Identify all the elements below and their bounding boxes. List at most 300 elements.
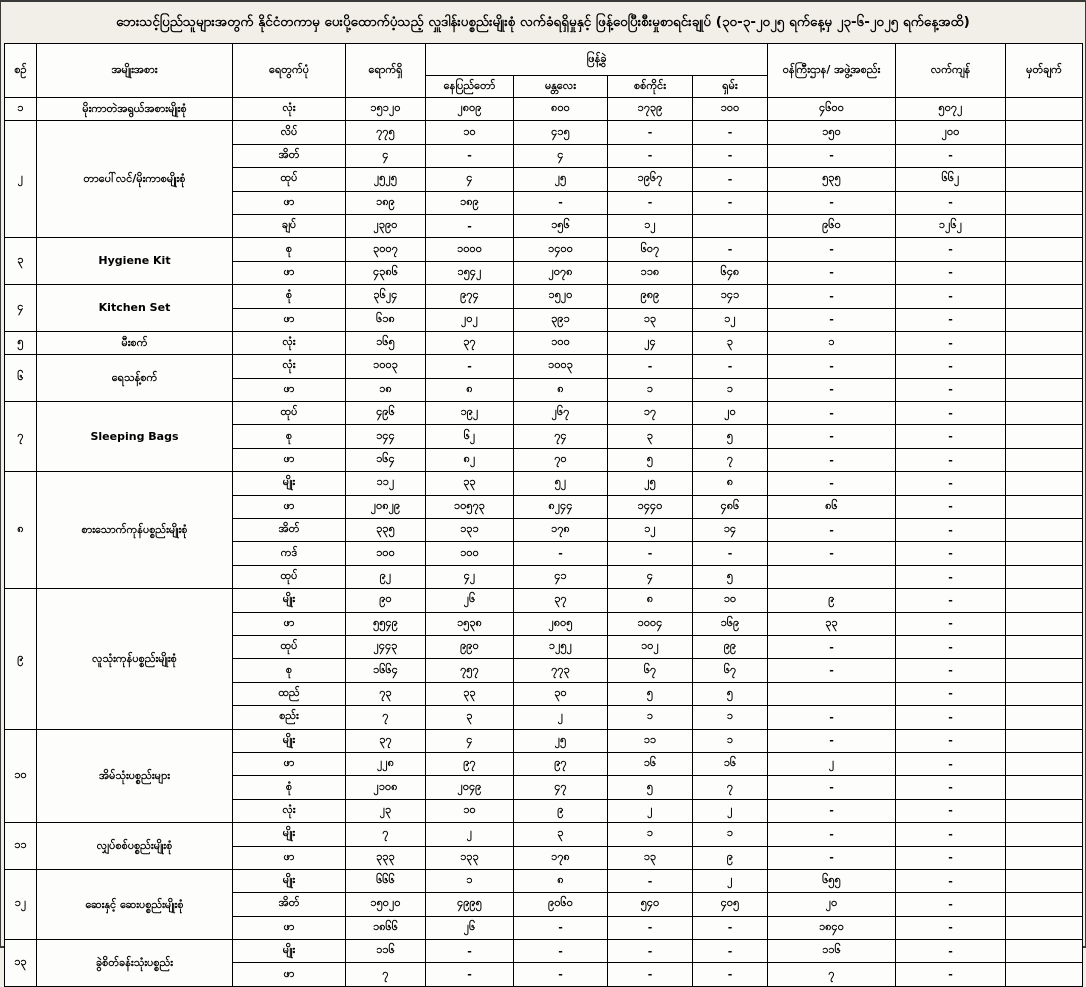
cell-arrived: ၄၃၈၆ (346, 261, 426, 284)
cell-balance: - (896, 495, 1006, 518)
cell-naypyitaw: ၉၉၀ (426, 635, 514, 658)
cell-balance: - (896, 752, 1006, 775)
cell-naypyitaw: ၉၇၄ (426, 285, 514, 308)
cell-ministry: - (768, 355, 896, 378)
cell-mandalay: ၈ (514, 378, 608, 401)
row-serial: ၈ (5, 472, 37, 589)
cell-shan: ၈ (693, 472, 768, 495)
cell-balance: - (896, 191, 1006, 214)
cell-remark (1006, 846, 1083, 869)
cell-shan: ၁၄ (693, 519, 768, 542)
cell-mandalay: ၃၇ (514, 589, 608, 612)
cell-ministry: ၆၅၅ (768, 869, 896, 892)
cell-remark (1006, 331, 1083, 354)
cell-shan: ၅ (693, 565, 768, 588)
row-serial: ၉ (5, 589, 37, 729)
cell-naypyitaw: ၁၃၃ (426, 846, 514, 869)
cell-arrived: ၁၈ (346, 378, 426, 401)
row-serial: ၄ (5, 285, 37, 332)
cell-sagaing: ၁၂ (608, 214, 693, 237)
cell-unit: ဖာ (233, 261, 346, 284)
table-row (5, 472, 1083, 495)
cell-unit: ထည် (233, 682, 346, 705)
cell-sagaing: ၉၈၉ (608, 285, 693, 308)
cell-shan: ၅ (693, 425, 768, 448)
header-region-mandalay: မန္တလေး (514, 76, 608, 98)
cell-balance: - (896, 308, 1006, 331)
cell-unit: ချပ် (233, 214, 346, 237)
cell-arrived: ၉၀ (346, 589, 426, 612)
cell-shan: ၁၆၉ (693, 612, 768, 635)
row-serial: ၆ (5, 355, 37, 402)
cell-ministry: - (768, 799, 896, 822)
cell-sagaing: ၁၀၂ (608, 635, 693, 658)
cell-shan: - (693, 121, 768, 144)
cell-arrived: ၄၉၆ (346, 402, 426, 425)
cell-ministry: - (768, 659, 896, 682)
cell-naypyitaw: ၄ (426, 168, 514, 191)
cell-balance: - (896, 893, 1006, 916)
cell-arrived: ၁၆၆၄ (346, 659, 426, 682)
cell-balance: ၁၂၆၂ (896, 214, 1006, 237)
cell-sagaing: ၁၆ (608, 752, 693, 775)
row-category: အိမ်သုံးပစ္စည်းများ (37, 729, 233, 823)
cell-sagaing: ၂၅ (608, 472, 693, 495)
cell-shan: ၁ (693, 823, 768, 846)
cell-arrived: ၇၃ (346, 682, 426, 705)
cell-naypyitaw: ၂၆ (426, 589, 514, 612)
row-category: တာပေါ်လင်/မိုးကာစမျိုးစုံ (37, 121, 233, 238)
cell-mandalay: ၇၇၃ (514, 659, 608, 682)
cell-unit: ထုပ် (233, 402, 346, 425)
cell-arrived: ၃၃၅ (346, 519, 426, 542)
cell-ministry: ၂ (768, 752, 896, 775)
cell-sagaing: - (608, 963, 693, 986)
cell-unit: ဖာ (233, 308, 346, 331)
title-bar (4, 2, 1082, 43)
row-category: ခွဲစိတ်ခန်းသုံးပစ္စည်း (37, 940, 233, 987)
cell-remark (1006, 378, 1083, 401)
cell-unit: စည်း (233, 706, 346, 729)
cell-balance: ၂၀၀ (896, 121, 1006, 144)
row-category: စားသောက်ကုန်ပစ္စည်းမျိုးစုံ (37, 472, 233, 589)
cell-remark (1006, 752, 1083, 775)
cell-unit: လုံး (233, 799, 346, 822)
cell-mandalay: ၂၆၇ (514, 402, 608, 425)
cell-naypyitaw: ၁၃၁ (426, 519, 514, 542)
cell-arrived: ၁၀၀ (346, 542, 426, 565)
cell-sagaing: ၁၉၆၇ (608, 168, 693, 191)
cell-ministry: - (768, 472, 896, 495)
header-unit: ရေတွက်ပုံ (233, 44, 346, 98)
cell-balance: - (896, 776, 1006, 799)
cell-balance: - (896, 448, 1006, 471)
cell-unit: မျိုး (233, 940, 346, 963)
cell-balance: - (896, 659, 1006, 682)
cell-sagaing: - (608, 869, 693, 892)
cell-arrived: ၁၆၅ (346, 331, 426, 354)
cell-mandalay: ၂၈၀၅ (514, 612, 608, 635)
cell-arrived: ၁၁၂ (346, 472, 426, 495)
cell-balance: - (896, 706, 1006, 729)
cell-mandalay: - (514, 191, 608, 214)
cell-mandalay: - (514, 916, 608, 939)
table-row (5, 402, 1083, 425)
cell-mandalay: ၈၀၀ (514, 98, 608, 121)
cell-remark (1006, 425, 1083, 448)
cell-remark (1006, 168, 1083, 191)
cell-mandalay: ၂၅ (514, 168, 608, 191)
cell-remark (1006, 916, 1083, 939)
cell-shan: - (693, 542, 768, 565)
cell-unit: ထုပ် (233, 168, 346, 191)
table-row (5, 98, 1083, 121)
cell-shan: ၃ (693, 331, 768, 354)
cell-mandalay: ၁၀၀၃ (514, 355, 608, 378)
cell-mandalay: ၂၀၇၈ (514, 261, 608, 284)
header-distributed: ဖြန့်ခွဲ (426, 44, 768, 76)
cell-remark (1006, 472, 1083, 495)
cell-remark (1006, 589, 1083, 612)
cell-arrived: ၉၂ (346, 565, 426, 588)
cell-ministry: ၁၈၄၀ (768, 916, 896, 939)
cell-sagaing: ၅ (608, 682, 693, 705)
row-category: လူသုံးကုန်ပစ္စည်းမျိုးစုံ (37, 589, 233, 729)
cell-arrived: ၇ (346, 706, 426, 729)
cell-balance: - (896, 635, 1006, 658)
table-row (5, 121, 1083, 144)
cell-naypyitaw: ၃ (426, 706, 514, 729)
cell-ministry (768, 565, 896, 588)
cell-arrived: ၃၆၂၄ (346, 285, 426, 308)
cell-ministry: ၁၅၀ (768, 121, 896, 144)
cell-sagaing: ၁ (608, 706, 693, 729)
cell-sagaing: ၁၇၃၉ (608, 98, 693, 121)
row-serial: ၁၂ (5, 869, 37, 939)
cell-sagaing: ၁၁၈ (608, 261, 693, 284)
cell-unit: မျိုး (233, 729, 346, 752)
cell-sagaing: ၁ (608, 823, 693, 846)
cell-shan: ၂ (693, 869, 768, 892)
cell-remark (1006, 542, 1083, 565)
cell-naypyitaw: ၁၀ (426, 799, 514, 822)
cell-ministry: - (768, 706, 896, 729)
cell-unit: စု (233, 659, 346, 682)
cell-arrived: ၁၆၄ (346, 448, 426, 471)
cell-balance: - (896, 331, 1006, 354)
cell-ministry: ၃၃ (768, 612, 896, 635)
cell-shan: ၄၈၆ (693, 495, 768, 518)
cell-unit: လုံး (233, 355, 346, 378)
cell-mandalay: ၇၄ (514, 425, 608, 448)
cell-shan: ၉၉ (693, 635, 768, 658)
cell-remark (1006, 238, 1083, 261)
cell-mandalay: ၁၄၀၀ (514, 238, 608, 261)
table-row (5, 729, 1083, 752)
cell-ministry: ၁၁၆ (768, 940, 896, 963)
cell-sagaing: ၁၀၀၄ (608, 612, 693, 635)
table-row (5, 589, 1083, 612)
cell-mandalay: ၉ (514, 799, 608, 822)
cell-sagaing: - (608, 191, 693, 214)
cell-mandalay: ၃၀ (514, 682, 608, 705)
cell-naypyitaw: ၂ (426, 823, 514, 846)
cell-ministry: - (768, 378, 896, 401)
cell-remark (1006, 682, 1083, 705)
cell-unit: စု (233, 238, 346, 261)
cell-remark (1006, 191, 1083, 214)
cell-arrived: ၁၄၄ (346, 425, 426, 448)
cell-arrived: ၆၁၈ (346, 308, 426, 331)
cell-remark (1006, 940, 1083, 963)
cell-shan: ၁ (693, 706, 768, 729)
cell-naypyitaw: ၂၈၀၉ (426, 98, 514, 121)
row-category: ရေသန့်စက် (37, 355, 233, 402)
cell-unit: စု (233, 425, 346, 448)
header-region-shan: ရှမ်း (693, 76, 768, 98)
row-category: မီးစက် (37, 331, 233, 354)
cell-ministry: - (768, 144, 896, 167)
cell-mandalay: ၃၉၁ (514, 308, 608, 331)
cell-naypyitaw: ၉၇ (426, 752, 514, 775)
cell-mandalay: - (514, 963, 608, 986)
cell-mandalay: ၁၅၆ (514, 214, 608, 237)
cell-shan: ၄၀၅ (693, 893, 768, 916)
cell-balance: - (896, 940, 1006, 963)
cell-naypyitaw: ၃၃ (426, 682, 514, 705)
cell-unit: အိတ် (233, 893, 346, 916)
cell-unit: ဖာ (233, 846, 346, 869)
cell-balance: - (896, 285, 1006, 308)
cell-remark (1006, 565, 1083, 588)
cell-unit: ဖာ (233, 752, 346, 775)
cell-shan: - (693, 168, 768, 191)
header-balance: လက်ကျန် (896, 44, 1006, 98)
cell-ministry: - (768, 519, 896, 542)
cell-sagaing: - (608, 940, 693, 963)
table-row (5, 823, 1083, 846)
cell-unit: အိတ် (233, 519, 346, 542)
cell-shan: ၁ (693, 378, 768, 401)
cell-sagaing: ၆၇ (608, 659, 693, 682)
cell-unit: လုံး (233, 331, 346, 354)
cell-balance: ၆၆၂ (896, 168, 1006, 191)
row-serial: ၁ (5, 98, 37, 121)
cell-sagaing: ၅ (608, 448, 693, 471)
cell-arrived: ၄ (346, 144, 426, 167)
cell-sagaing: ၄ (608, 565, 693, 588)
cell-naypyitaw: ၁၈၉ (426, 191, 514, 214)
cell-arrived: ၁၁၆ (346, 940, 426, 963)
cell-balance: - (896, 916, 1006, 939)
cell-shan: ၁၂ (693, 308, 768, 331)
cell-balance: - (896, 238, 1006, 261)
cell-unit: ဖာ (233, 916, 346, 939)
cell-arrived: ၃၇ (346, 729, 426, 752)
cell-naypyitaw: ၁၀ (426, 121, 514, 144)
cell-unit: မျိုး (233, 589, 346, 612)
cell-mandalay: ၃ (514, 823, 608, 846)
cell-ministry: - (768, 261, 896, 284)
cell-sagaing: ၂၄ (608, 331, 693, 354)
cell-remark (1006, 963, 1083, 986)
cell-balance: - (896, 378, 1006, 401)
cell-remark (1006, 519, 1083, 542)
cell-unit: ဖာ (233, 448, 346, 471)
cell-arrived: ၅၅၄၉ (346, 612, 426, 635)
cell-balance: - (896, 589, 1006, 612)
cell-remark (1006, 893, 1083, 916)
cell-arrived: ၁၅၁၂၀ (346, 98, 426, 121)
cell-ministry: - (768, 425, 896, 448)
cell-mandalay: ၉၇ (514, 752, 608, 775)
cell-arrived: ၂၃ (346, 799, 426, 822)
cell-sagaing: ၈ (608, 589, 693, 612)
cell-ministry: - (768, 776, 896, 799)
cell-ministry: - (768, 729, 896, 752)
cell-shan: ၆၇ (693, 659, 768, 682)
cell-mandalay: ၁၀၀ (514, 331, 608, 354)
cell-naypyitaw: ၄၉၉၅ (426, 893, 514, 916)
cell-mandalay: ၈၂၄၄ (514, 495, 608, 518)
cell-sagaing: ၅၄၀ (608, 893, 693, 916)
row-serial: ၁၁ (5, 823, 37, 870)
cell-arrived: ၇ (346, 963, 426, 986)
cell-arrived: ၇၇၅ (346, 121, 426, 144)
cell-mandalay: ၉၀၆၀ (514, 893, 608, 916)
cell-balance: ၅၀၇၂ (896, 98, 1006, 121)
cell-ministry: - (768, 238, 896, 261)
cell-shan: ၁၀ (693, 589, 768, 612)
cell-remark (1006, 869, 1083, 892)
cell-balance: - (896, 472, 1006, 495)
cell-shan: - (693, 355, 768, 378)
cell-mandalay: ၅၂ (514, 472, 608, 495)
row-category: Hygiene Kit (37, 238, 233, 285)
cell-balance: - (896, 612, 1006, 635)
cell-shan: - (693, 191, 768, 214)
cell-naypyitaw: ၁၉၂ (426, 402, 514, 425)
cell-balance: - (896, 565, 1006, 588)
cell-sagaing: ၅ (608, 776, 693, 799)
row-category: Kitchen Set (37, 285, 233, 332)
table-row (5, 940, 1083, 963)
cell-shan: ၆၄၈ (693, 261, 768, 284)
cell-mandalay: ၂ (514, 706, 608, 729)
cell-ministry: ၉၆၀ (768, 214, 896, 237)
cell-sagaing: - (608, 355, 693, 378)
cell-arrived: ၁၅၀၂၀ (346, 893, 426, 916)
row-serial: ၃ (5, 238, 37, 285)
cell-mandalay: ၂၅ (514, 729, 608, 752)
cell-ministry (768, 682, 896, 705)
cell-balance: - (896, 799, 1006, 822)
cell-naypyitaw: ၃၃ (426, 472, 514, 495)
cell-unit: စုံ (233, 285, 346, 308)
cell-naypyitaw: ၁၅၄၂ (426, 261, 514, 284)
cell-shan: ၁၆ (693, 752, 768, 775)
cell-balance: - (896, 355, 1006, 378)
cell-shan: - (693, 144, 768, 167)
cell-mandalay: ၁၇၈ (514, 519, 608, 542)
cell-remark (1006, 261, 1083, 284)
cell-sagaing: ၁ (608, 378, 693, 401)
cell-ministry: ၅၃၅ (768, 168, 896, 191)
cell-balance: - (896, 682, 1006, 705)
cell-naypyitaw: ၂၀၂ (426, 308, 514, 331)
table-row (5, 869, 1083, 892)
header-region-naypyitaw: နေပြည်တော် (426, 76, 514, 98)
cell-arrived: ၂၅၂၅ (346, 168, 426, 191)
cell-remark (1006, 402, 1083, 425)
cell-naypyitaw: - (426, 940, 514, 963)
cell-naypyitaw: ၁ (426, 869, 514, 892)
cell-mandalay: ၄ (514, 144, 608, 167)
cell-remark (1006, 144, 1083, 167)
cell-shan: ၂ (693, 799, 768, 822)
cell-unit: မျိုး (233, 472, 346, 495)
cell-arrived: ၂၄၄၃ (346, 635, 426, 658)
cell-balance: - (896, 261, 1006, 284)
cell-unit: အိတ် (233, 144, 346, 167)
cell-remark (1006, 635, 1083, 658)
cell-remark (1006, 98, 1083, 121)
cell-unit: လိပ် (233, 121, 346, 144)
cell-ministry: - (768, 542, 896, 565)
cell-shan: ၇ (693, 448, 768, 471)
cell-remark (1006, 448, 1083, 471)
cell-mandalay: - (514, 940, 608, 963)
cell-naypyitaw: ၃၇ (426, 331, 514, 354)
cell-unit: ဖာ (233, 378, 346, 401)
cell-shan: ၅ (693, 682, 768, 705)
cell-arrived: ၂၃၉၀ (346, 214, 426, 237)
cell-sagaing: ၁၇ (608, 402, 693, 425)
cell-mandalay: ၈ (514, 869, 608, 892)
cell-ministry: ၁ (768, 331, 896, 354)
cell-remark (1006, 285, 1083, 308)
cell-ministry: ၈၆ (768, 495, 896, 518)
cell-sagaing: - (608, 144, 693, 167)
cell-ministry: - (768, 846, 896, 869)
document-title: ဘေးသင့်ပြည်သူများအတွက် နိုင်ငံတကာမှ ပေးပို့ထောက်ပံ့သည့် လှူဒါန်းပစ္စည်းမျိုးစုံ လက်ခံရရှိမှုနှင့် ဖြန့်ဝေပြီးစီးမှုစာရင်းချုပ် (၃၀-၃-၂၀၂၅ ရက်နေ့မှ ၂၃-၆-၂၀၂၅ ရက်နေ့အထိ) (116, 13, 970, 30)
table-header (5, 44, 1083, 98)
row-category: Sleeping Bags (37, 402, 233, 472)
cell-mandalay: ၁၂၅၂ (514, 635, 608, 658)
cell-naypyitaw: ၁၀၀ (426, 542, 514, 565)
summary-table (4, 43, 1083, 987)
cell-balance: - (896, 846, 1006, 869)
cell-mandalay: ၄၇ (514, 776, 608, 799)
cell-balance: - (896, 823, 1006, 846)
cell-unit: စုံ (233, 776, 346, 799)
cell-arrived: ၁၈၆၆ (346, 916, 426, 939)
cell-naypyitaw: ၂၀၄၉ (426, 776, 514, 799)
cell-remark (1006, 799, 1083, 822)
cell-unit: မျိုး (233, 869, 346, 892)
cell-balance: - (896, 144, 1006, 167)
cell-naypyitaw: - (426, 214, 514, 237)
cell-mandalay: ၄၁၅ (514, 121, 608, 144)
cell-unit: လုံး (233, 98, 346, 121)
row-serial: ၂ (5, 121, 37, 238)
cell-unit: ဖာ (233, 191, 346, 214)
cell-naypyitaw: - (426, 355, 514, 378)
row-category: ဆေးနှင့် ဆေးပစ္စည်းမျိုးစုံ (37, 869, 233, 939)
cell-naypyitaw: ၄ (426, 729, 514, 752)
cell-naypyitaw: ၁၅၃၈ (426, 612, 514, 635)
row-serial: ၁၃ (5, 940, 37, 987)
